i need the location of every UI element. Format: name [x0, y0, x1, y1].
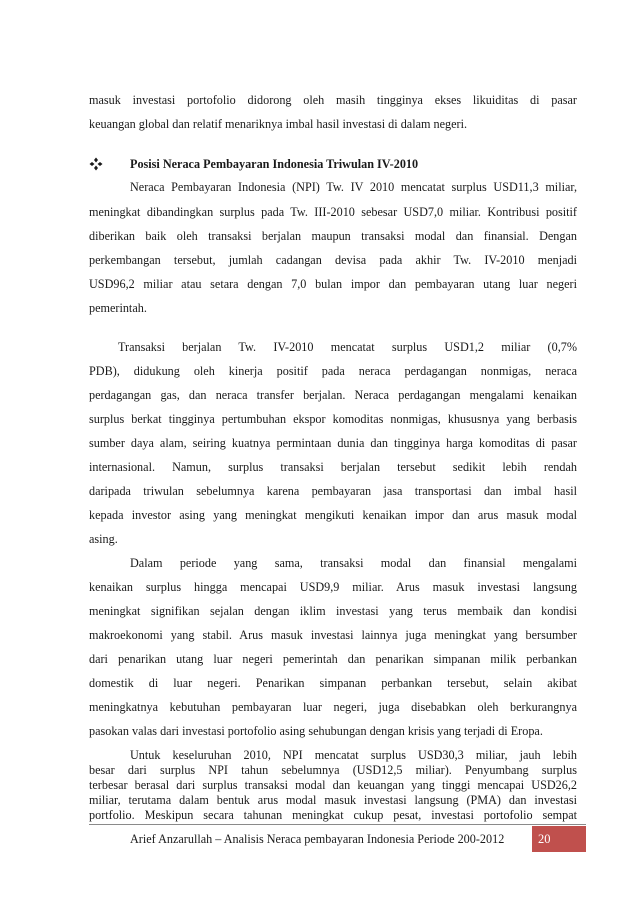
- paragraph-4-line: Untuk keseluruhan 2010, NPI mencatat surplus USD30,3 miliar, jauh lebih: [130, 748, 577, 762]
- paragraph-4-line: portfolio. Meskipun secara tahunan meningkat cukup pesat, investasi portofolio sempat: [89, 808, 577, 822]
- paragraph-top-line: keuangan global dan relatif menariknya imbal hasil investasi di dalam negeri.: [89, 117, 468, 131]
- paragraph-3-line: Dalam periode yang sama, transaksi modal dan finansial mengalami: [130, 556, 577, 570]
- footer-rule: [89, 824, 586, 825]
- paragraph-1-line: pemerintah.: [89, 301, 147, 315]
- paragraph-2-line: PDB), didukung oleh kinerja positif pada neraca perdagangan nonmigas, neraca: [89, 364, 577, 378]
- paragraph-4-line: miliar, terutama dalam bentuk arus modal masuk investasi langsung (PMA) dan investasi: [89, 793, 577, 807]
- paragraph-2-line: asing.: [89, 532, 118, 546]
- paragraph-1-line: perkembangan tersebut, jumlah cadangan devisa pada akhir Tw. IV-2010 menjadi: [89, 253, 577, 267]
- paragraph-4-line: besar dari surplus NPI tahun sebelumnya (USD12,5 miliar). Penyumbang surplus: [89, 763, 577, 777]
- paragraph-3-line: pasokan valas dari investasi portofolio asing sehubungan dengan krisis yang terjadi di Eropa.: [89, 724, 543, 738]
- paragraph-1-line: meningkat dibandingkan surplus pada Tw. III-2010 sebesar USD7,0 miliar. Kontribusi positif: [89, 205, 577, 219]
- paragraph-2-line: daripada triwulan sebelumnya karena pembayaran jasa transportasi dan imbal hasil: [89, 484, 577, 498]
- paragraph-2-line: internasional. Namun, surplus transaksi berjalan tersebut sedikit lebih rendah: [89, 460, 577, 474]
- paragraph-3-line: meningkat signifikan sejalan dengan iklim investasi yang terus membaik dan kondisi: [89, 604, 577, 618]
- paragraph-2-line: sumber daya alam, seiring kuatnya permintaan dunia dan tingginya harga komoditas di pasar: [89, 436, 577, 450]
- paragraph-2-line: kepada investor asing yang meningkat mengikuti kenaikan impor dan arus masuk modal: [89, 508, 577, 522]
- paragraph-top-line: masuk investasi portofolio didorong oleh masih tingginya ekses likuiditas di pasar: [89, 93, 577, 107]
- paragraph-3-line: domestik di luar negeri. Penarikan simpanan perbankan tersebut, selain akibat: [89, 676, 577, 690]
- paragraph-2-line: Transaksi berjalan Tw. IV-2010 mencatat surplus USD1,2 miliar (0,7%: [118, 340, 577, 354]
- paragraph-2-line: perdagangan gas, dan neraca transfer berjalan. Neraca perdagangan mengalami kenaikan: [89, 388, 577, 402]
- section-heading: Posisi Neraca Pembayaran Indonesia Triwulan IV-2010: [130, 157, 419, 171]
- page-number: 20: [532, 826, 586, 852]
- paragraph-3-line: meningkatnya kebutuhan pembayaran luar negeri, juga disebabkan oleh berkurangnya: [89, 700, 577, 714]
- paragraph-2-line: surplus berkat tingginya pertumbuhan ekspor komoditas nonmigas, khususnya yang berbasis: [89, 412, 577, 426]
- paragraph-1-line: USD96,2 miliar atau setara dengan 7,0 bulan impor dan pembayaran utang luar negeri: [89, 277, 577, 291]
- paragraph-3-line: makroekonomi yang stabil. Arus masuk investasi lainnya juga meningkat yang bersumber: [89, 628, 577, 642]
- paragraph-1-line: Neraca Pembayaran Indonesia (NPI) Tw. IV 2010 mencatat surplus USD11,3 miliar,: [130, 180, 577, 194]
- diamond-bullet-icon: [89, 157, 103, 171]
- paragraph-3-line: dari penarikan utang luar negeri pemerintah dan penarikan simpanan milik perbankan: [89, 652, 577, 666]
- paragraph-4-line: terbesar berasal dari surplus transaksi modal dan keuangan yang tinggi mencapai USD26,2: [89, 778, 577, 792]
- footer-text: Arief Anzarullah – Analisis Neraca pembayaran Indonesia Periode 200-2012: [130, 832, 505, 846]
- paragraph-1-line: diberikan baik oleh transaksi berjalan maupun transaksi modal dan finansial. Dengan: [89, 229, 577, 243]
- section-heading-row: [89, 157, 577, 173]
- paragraph-3-line: kenaikan surplus hingga mencapai USD9,9 miliar. Arus masuk investasi langsung: [89, 580, 577, 594]
